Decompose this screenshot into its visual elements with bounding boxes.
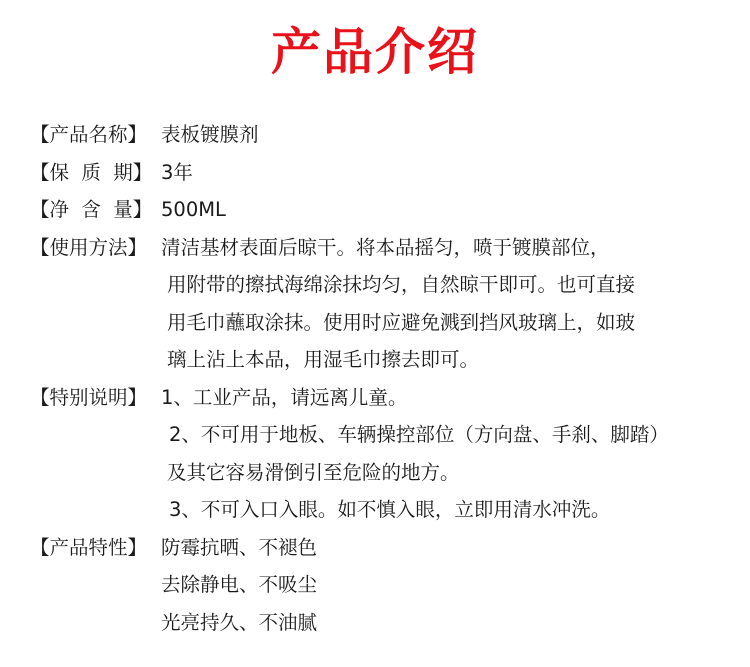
label-net-content: 【净 含 量】 xyxy=(30,198,153,221)
label-special-notes: 【特别说明】 xyxy=(30,385,148,409)
row-shelf-life xyxy=(30,154,735,192)
value-features xyxy=(161,529,735,642)
text-line: 3年 xyxy=(161,160,193,184)
label-usage: 【使用方法】 xyxy=(30,235,148,259)
text-line: 3、不可入口入眼。如不慎入眼，立即用清水冲洗。 xyxy=(169,498,611,521)
row-special-notes xyxy=(30,379,735,529)
row-features xyxy=(30,529,735,642)
row-product-name xyxy=(30,116,735,154)
text-line: 清洁基材表面后晾干。将本品摇匀，喷于镀膜部位， xyxy=(161,235,610,259)
value-usage xyxy=(161,229,735,379)
text-line: 用毛巾蘸取涂抹。使用时应避免溅到挡风玻璃上，如玻 xyxy=(167,310,636,334)
text-line: 去除静电、不吸尘 xyxy=(161,573,318,596)
value-product-name xyxy=(161,116,735,154)
product-info xyxy=(30,116,735,641)
text-line: 防霉抗晒、不褪色 xyxy=(161,535,318,559)
row-usage xyxy=(30,229,735,379)
text-line: 表板镀膜剂 xyxy=(161,123,259,146)
value-shelf-life xyxy=(161,154,735,192)
text-line: 及其它容易滑倒引至危险的地方。 xyxy=(167,460,460,484)
text-line: 用附带的擦拭海绵涂抹均匀，自然晾干即可。也可直接 xyxy=(167,273,636,296)
page-title: 产品介绍 xyxy=(271,23,479,81)
row-net-content xyxy=(30,191,735,229)
text-line: 2、不可用于地板、车辆操控部位（方向盘、手刹、脚踏） xyxy=(169,423,669,446)
value-net-content xyxy=(161,191,735,229)
text-line: 光亮持久、不油腻 xyxy=(161,610,318,634)
text-line: 500ML xyxy=(161,198,226,221)
label-shelf-life: 【保 质 期】 xyxy=(30,160,153,184)
text-line: 1、工业产品，请远离儿童。 xyxy=(161,385,408,409)
label-features: 【产品特性】 xyxy=(30,535,148,559)
value-special-notes xyxy=(161,379,735,529)
label-product-name: 【产品名称】 xyxy=(30,123,148,146)
text-line: 璃上沾上本品，用湿毛巾擦去即可。 xyxy=(167,348,480,371)
